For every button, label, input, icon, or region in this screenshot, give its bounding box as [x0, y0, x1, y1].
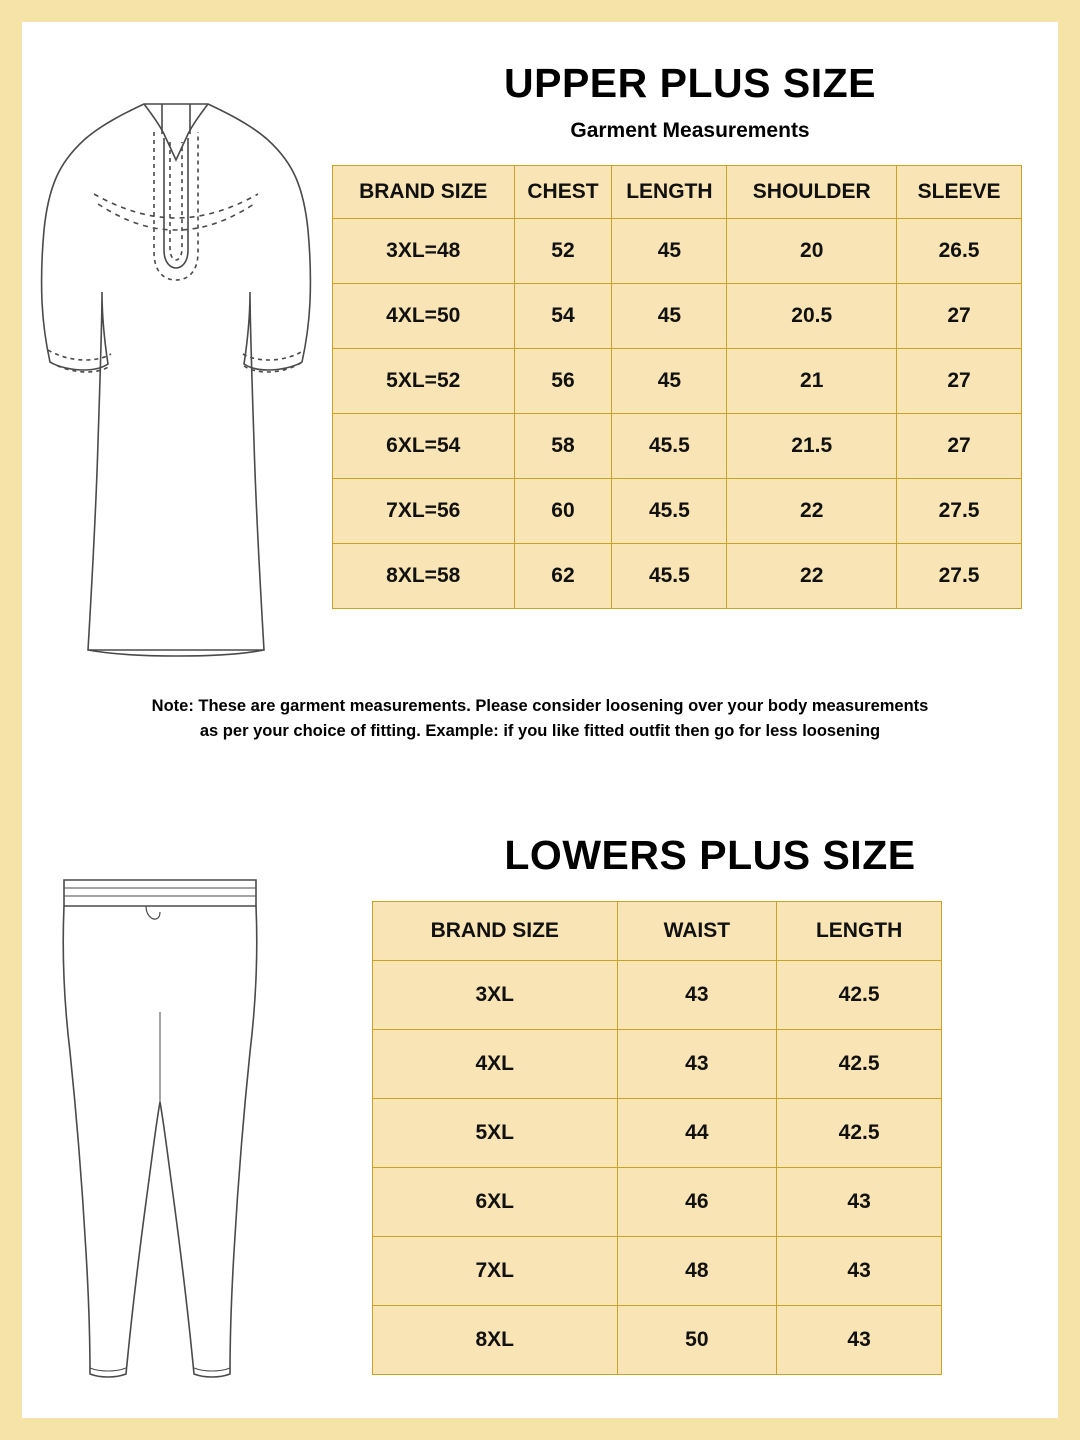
cell-waist: 44 — [617, 1099, 777, 1168]
cell-sleeve: 26.5 — [897, 219, 1022, 284]
cell-shoulder: 22 — [727, 479, 897, 544]
table-row — [373, 1306, 942, 1375]
cell-length: 45.5 — [612, 414, 727, 479]
cell-sleeve: 27.5 — [897, 479, 1022, 544]
table-row — [333, 284, 1022, 349]
cell-length: 43 — [777, 1237, 942, 1306]
cell-length: 42.5 — [777, 961, 942, 1030]
measurement-note — [62, 694, 1018, 744]
cell-brand-size: 8XL — [373, 1306, 618, 1375]
cell-sleeve: 27 — [897, 414, 1022, 479]
cell-brand-size: 5XL=52 — [333, 349, 515, 414]
cell-length: 45 — [612, 219, 727, 284]
kurta-illustration — [32, 82, 322, 662]
column-header: CHEST — [514, 166, 612, 219]
upper-right-column — [332, 60, 1048, 609]
table-row — [373, 961, 942, 1030]
upper-size-table — [332, 165, 1022, 609]
cell-chest: 60 — [514, 479, 612, 544]
pyjama-illustration — [42, 862, 322, 1402]
table-row — [373, 1168, 942, 1237]
cell-brand-size: 4XL=50 — [333, 284, 515, 349]
table-header-row — [373, 902, 942, 961]
cell-waist: 50 — [617, 1306, 777, 1375]
column-header: LENGTH — [612, 166, 727, 219]
cell-length: 42.5 — [777, 1099, 942, 1168]
cell-waist: 48 — [617, 1237, 777, 1306]
cell-waist: 43 — [617, 1030, 777, 1099]
cell-brand-size: 7XL — [373, 1237, 618, 1306]
lower-right-column — [372, 832, 1048, 1375]
cell-chest: 56 — [514, 349, 612, 414]
column-header: SHOULDER — [727, 166, 897, 219]
table-row — [373, 1237, 942, 1306]
cell-brand-size: 6XL — [373, 1168, 618, 1237]
cell-shoulder: 22 — [727, 544, 897, 609]
column-header: BRAND SIZE — [333, 166, 515, 219]
page-title-lower: LOWERS PLUS SIZE — [504, 832, 916, 878]
cell-length: 43 — [777, 1306, 942, 1375]
cell-shoulder: 21.5 — [727, 414, 897, 479]
table-row — [333, 544, 1022, 609]
page-content — [22, 22, 1058, 1418]
table-row — [373, 1030, 942, 1099]
table-row — [333, 414, 1022, 479]
column-header: SLEEVE — [897, 166, 1022, 219]
cell-length: 43 — [777, 1168, 942, 1237]
cell-brand-size: 5XL — [373, 1099, 618, 1168]
cell-brand-size: 6XL=54 — [333, 414, 515, 479]
cell-brand-size: 3XL — [373, 961, 618, 1030]
cell-chest: 52 — [514, 219, 612, 284]
cell-waist: 43 — [617, 961, 777, 1030]
column-header: WAIST — [617, 902, 777, 961]
cell-chest: 58 — [514, 414, 612, 479]
lower-size-table — [372, 901, 942, 1375]
cell-brand-size: 3XL=48 — [333, 219, 515, 284]
cell-length: 45 — [612, 284, 727, 349]
cell-shoulder: 21 — [727, 349, 897, 414]
table-header-row — [333, 166, 1022, 219]
cell-waist: 46 — [617, 1168, 777, 1237]
cell-brand-size: 4XL — [373, 1030, 618, 1099]
note-line-2: as per your choice of fitting. Example: if you like fitted outfit then go for less loosening — [199, 721, 881, 740]
cell-length: 42.5 — [777, 1030, 942, 1099]
cell-shoulder: 20.5 — [727, 284, 897, 349]
cell-brand-size: 7XL=56 — [333, 479, 515, 544]
cell-sleeve: 27 — [897, 284, 1022, 349]
cell-brand-size: 8XL=58 — [333, 544, 515, 609]
cell-chest: 54 — [514, 284, 612, 349]
table-row — [333, 349, 1022, 414]
cell-sleeve: 27.5 — [897, 544, 1022, 609]
page-subtitle-upper: Garment Measurements — [570, 119, 810, 142]
table-row — [333, 219, 1022, 284]
column-header: LENGTH — [777, 902, 942, 961]
cell-sleeve: 27 — [897, 349, 1022, 414]
cell-length: 45.5 — [612, 479, 727, 544]
column-header: BRAND SIZE — [373, 902, 618, 961]
page-title-upper: UPPER PLUS SIZE — [503, 60, 876, 106]
table-row — [373, 1099, 942, 1168]
cell-chest: 62 — [514, 544, 612, 609]
lower-size-section — [22, 802, 1058, 1418]
cell-shoulder: 20 — [727, 219, 897, 284]
upper-size-section — [22, 22, 1058, 762]
table-row — [333, 479, 1022, 544]
note-line-1: Note: These are garment measurements. Please consider loosening over your body measurements — [151, 697, 929, 715]
cell-length: 45.5 — [612, 544, 727, 609]
cell-length: 45 — [612, 349, 727, 414]
